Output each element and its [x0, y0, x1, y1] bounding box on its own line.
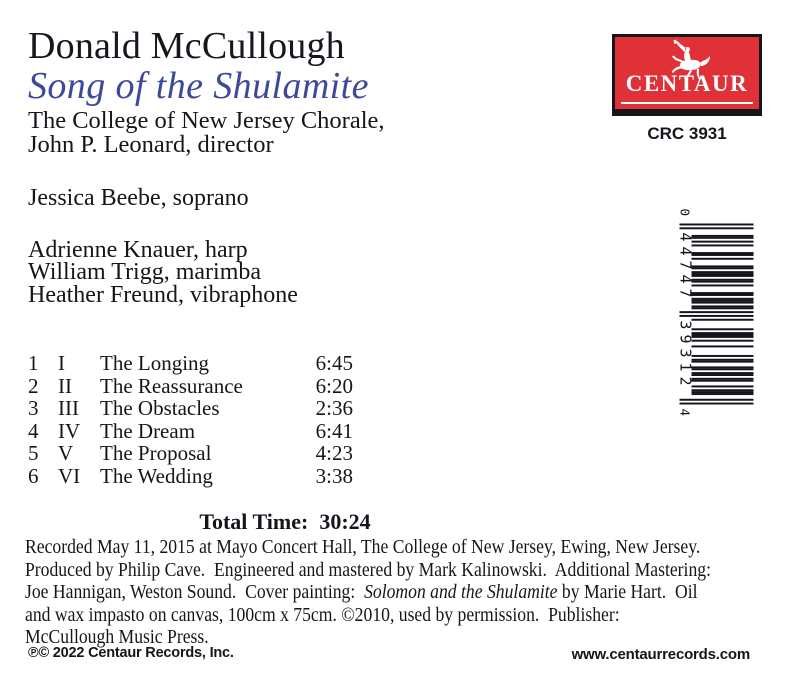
movement-numeral: III [58, 396, 79, 420]
track-row [28, 420, 353, 443]
track-title: The Longing [100, 351, 210, 375]
catalog-number: CRC 3931 [647, 124, 727, 143]
credits-line: Produced by Philip Cave. Engineered and mastered by Mark Kalinowski. Additional Mastering: [25, 558, 711, 581]
track-title: The Reassurance [100, 373, 243, 398]
credits-line: McCullough Music Press. [25, 626, 209, 649]
label-name: CENTAUR [625, 71, 749, 96]
track-time: 6:41 [315, 418, 353, 443]
track-row [28, 352, 353, 375]
track-title: The Proposal [100, 441, 212, 465]
movement-numeral: VI [58, 463, 81, 488]
performer-line: Adrienne Knauer, harp [28, 237, 248, 263]
ensemble-credit [28, 109, 385, 157]
total-time: Total Time: 30:24 [199, 509, 371, 534]
track-row [28, 465, 353, 488]
track-time: 3:38 [315, 463, 353, 488]
barcode-digits-left: 44747 [676, 232, 695, 303]
barcode-digits-right: 39312 [676, 320, 695, 391]
credits-paragraph [25, 536, 782, 649]
barcode-digit-check: 4 [677, 408, 693, 417]
movement-numeral: I [58, 351, 65, 375]
album-title: Song of the Shulamite [28, 65, 369, 107]
movement-numeral: II [58, 373, 72, 398]
credits-line: Recorded May 11, 2015 at Mayo Concert Hall, The College of New Jersey, Ewing, New Jersey. [25, 536, 701, 558]
logo-underline [621, 102, 753, 105]
credits-line [25, 581, 782, 604]
performer-line: Heather Freund, vibraphone [28, 281, 298, 308]
ensemble-line: The College of New Jersey Chorale, [28, 107, 385, 134]
upc-barcode [658, 208, 754, 423]
credits-text: Joe Hannigan, Weston Sound. Cover painting: [25, 581, 365, 604]
track-number: 3 [28, 396, 39, 420]
track-number: 1 [28, 351, 39, 375]
composer-name: Donald McCullough [28, 25, 345, 67]
track-row [28, 375, 353, 398]
track-time: 2:36 [315, 396, 353, 420]
track-list [28, 352, 353, 487]
track-row [28, 442, 353, 465]
director-line: John P. Leonard, director [28, 131, 274, 158]
barcode-digit-system: 0 [677, 208, 693, 217]
track-time: 4:23 [315, 441, 353, 465]
track-row [28, 397, 353, 420]
track-time: 6:20 [315, 373, 353, 398]
credits-line: and wax impasto on canvas, 100cm x 75cm. ©2010, used by permission. Publisher: [25, 603, 620, 626]
credits-text: by Marie Hart. Oil [557, 581, 698, 604]
performers-list [28, 239, 298, 306]
soloist-credit: Jessica Beebe, soprano [28, 185, 249, 211]
track-title: The Obstacles [100, 396, 220, 420]
website-url: www.centaurrecords.com [571, 646, 750, 663]
movement-numeral: V [58, 441, 74, 465]
performer-line: William Trigg, marimba [28, 259, 262, 286]
centaur-records-logo [612, 34, 762, 116]
painting-title: Solomon and the Shulamite [364, 581, 558, 604]
track-number: 5 [28, 441, 39, 465]
track-title: The Wedding [100, 463, 213, 488]
track-number: 2 [28, 373, 39, 398]
track-time: 6:45 [315, 351, 353, 375]
track-number: 4 [28, 418, 39, 443]
movement-numeral: IV [58, 418, 81, 443]
track-number: 6 [28, 463, 39, 488]
copyright-line: ℗© 2022 Centaur Records, Inc. [28, 645, 234, 661]
track-title: The Dream [100, 418, 196, 443]
